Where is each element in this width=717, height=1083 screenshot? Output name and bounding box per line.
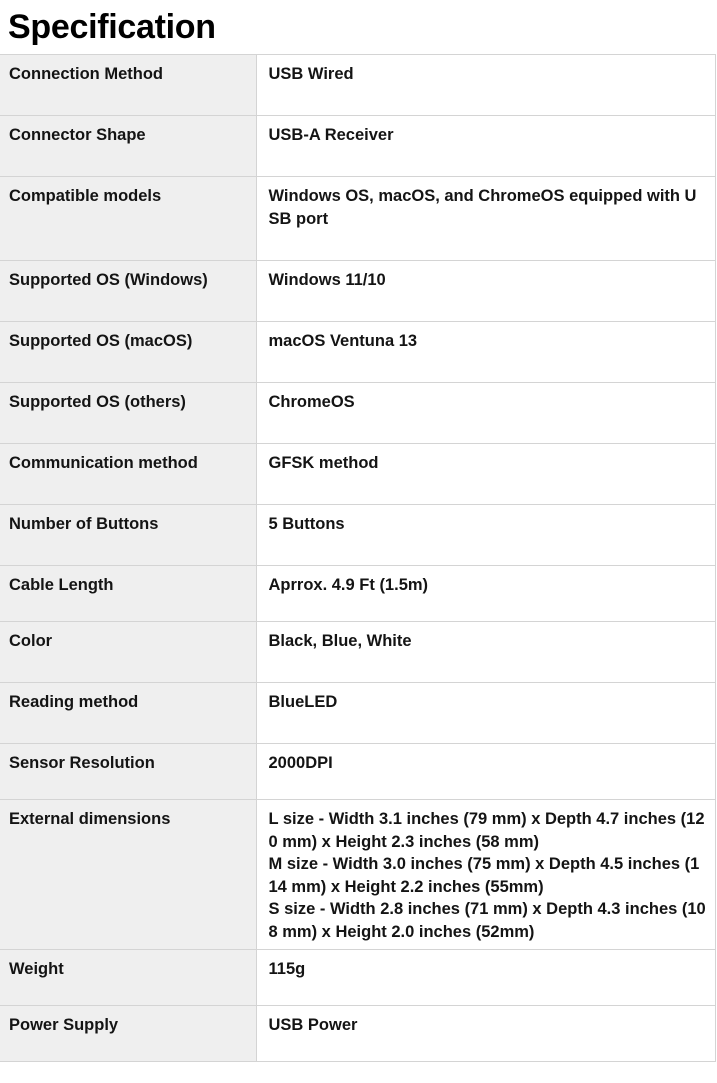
spec-value-line: GFSK method — [268, 454, 379, 472]
table-row — [0, 744, 716, 800]
table-row — [0, 950, 716, 1006]
spec-value — [256, 622, 716, 683]
spec-label: Color — [0, 622, 256, 683]
spec-label: Connection Method — [0, 55, 256, 116]
page-title: Specification — [8, 8, 216, 46]
spec-label: Cable Length — [0, 566, 256, 622]
spec-value — [256, 800, 716, 950]
table-row — [0, 55, 716, 116]
spec-value-line: 2000DPI — [268, 754, 333, 772]
spec-value — [256, 950, 716, 1006]
table-row — [0, 622, 716, 683]
spec-label: Supported OS (others) — [0, 383, 256, 444]
spec-value — [256, 744, 716, 800]
spec-value-line: S size - Width 2.8 inches (71 mm) x Depth 4.3 inches (108 mm) x Height 2.0 inches (52mm) — [268, 900, 706, 941]
table-row — [0, 261, 716, 322]
specification-table — [0, 54, 716, 1062]
table-row — [0, 322, 716, 383]
table-row — [0, 505, 716, 566]
spec-value — [256, 322, 716, 383]
spec-value-line: BlueLED — [268, 693, 338, 711]
table-row — [0, 177, 716, 261]
table-row — [0, 444, 716, 505]
spec-label: Compatible models — [0, 177, 256, 261]
table-row — [0, 383, 716, 444]
spec-label: Number of Buttons — [0, 505, 256, 566]
spec-label: Power Supply — [0, 1006, 256, 1062]
spec-value — [256, 683, 716, 744]
spec-label: Connector Shape — [0, 116, 256, 177]
spec-value — [256, 1006, 716, 1062]
spec-value-line: USB-A Receiver — [268, 126, 394, 144]
table-row — [0, 1006, 716, 1062]
spec-value — [256, 505, 716, 566]
spec-value-line: USB Wired — [268, 65, 354, 83]
spec-value — [256, 383, 716, 444]
spec-value-line: USB Power — [268, 1016, 358, 1034]
spec-label: External dimensions — [0, 800, 256, 950]
spec-value — [256, 261, 716, 322]
spec-label: Reading method — [0, 683, 256, 744]
spec-value — [256, 444, 716, 505]
spec-label: Supported OS (macOS) — [0, 322, 256, 383]
spec-value-line: 115g — [268, 960, 306, 978]
spec-value — [256, 566, 716, 622]
table-row — [0, 800, 716, 950]
spec-label: Sensor Resolution — [0, 744, 256, 800]
spec-value — [256, 116, 716, 177]
spec-value-line: M size - Width 3.0 inches (75 mm) x Depth 4.5 inches (114 mm) x Height 2.2 inches (55mm) — [268, 855, 700, 896]
spec-value — [256, 55, 716, 116]
spec-value-line: Black, Blue, White — [268, 632, 412, 650]
spec-value-line: macOS Ventuna 13 — [268, 332, 418, 350]
spec-value-line: Aprrox. 4.9 Ft (1.5m) — [268, 576, 429, 594]
spec-label: Weight — [0, 950, 256, 1006]
spec-label: Communication method — [0, 444, 256, 505]
spec-value-line: L size - Width 3.1 inches (79 mm) x Depth 4.7 inches (120 mm) x Height 2.3 inches (58 mm) — [268, 810, 705, 851]
table-row — [0, 683, 716, 744]
table-row — [0, 116, 716, 177]
spec-value-line: ChromeOS — [268, 393, 355, 411]
spec-value-line: 5 Buttons — [268, 515, 345, 533]
table-row — [0, 566, 716, 622]
spec-value-line: Windows 11/10 — [268, 271, 386, 289]
spec-label: Supported OS (Windows) — [0, 261, 256, 322]
spec-value-line: Windows OS, macOS, and ChromeOS equipped with USB port — [268, 187, 697, 228]
spec-value — [256, 177, 716, 261]
